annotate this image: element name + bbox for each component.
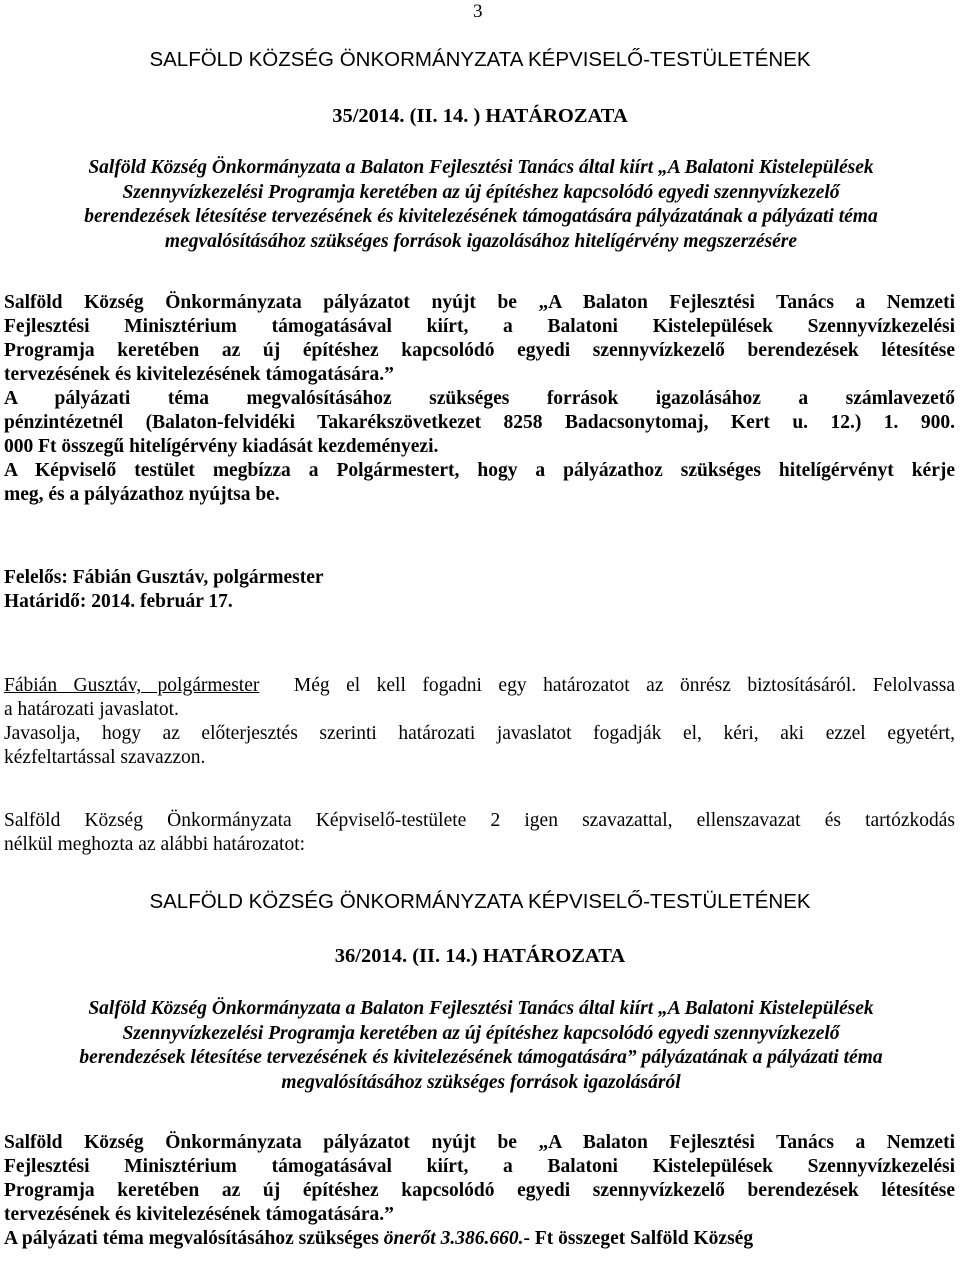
body-line: Fejlesztési Minisztérium támogatásával kiírt, a Balatoni Kistelepülések Szennyvízkezelési: [4, 316, 955, 337]
subject-line: berendezések létesítése tervezésének és kivitelezésének támogatására” pályázatának a pályázati téma: [79, 1047, 883, 1068]
subject-line: Szennyvízkezelési Programja keretében az új építéshez kapcsolódó egyedi szennyvízkezelő: [122, 1022, 840, 1044]
page-number: 3: [473, 1, 483, 22]
speaker-name: Fábián Gusztáv, polgármester: [4, 675, 260, 696]
resolution-subject-2: [9, 997, 953, 1095]
subject-line: Szennyvízkezelési Programja keretében az új építéshez kapcsolódó egyedi szennyvízkezelő: [122, 181, 840, 203]
deadline: Határidő: 2014. február 17.: [4, 591, 233, 612]
council-heading-1: SALFÖLD KÖZSÉG ÖNKORMÁNYZATA KÉPVISELŐ-TESTÜLETÉNEK: [149, 48, 811, 71]
subject-line: megvalósításához szükséges források igazolásához hitelígérvény megszerzésére: [164, 230, 798, 252]
body-line: A pályázati téma megvalósításához szükséges források igazolásához a számlavezető: [4, 388, 955, 409]
responsible: Felelős: Fábián Gusztáv, polgármester: [4, 567, 324, 588]
body-line: A Képviselő testület megbízza a Polgármestert, hogy a pályázathoz szükséges hitelígérvényt kérje: [4, 460, 955, 481]
resolution-body-1: [4, 291, 955, 507]
body-line: Programja keretében az új építéshez kapcsolódó egyedi szennyvízkezelő berendezések létesítése: [4, 340, 955, 361]
subject-line: megvalósításához szükséges források igazolásáról: [281, 1071, 681, 1093]
responsible-line: [4, 566, 955, 614]
body-line: tervezésének és kivitelezésének támogatására.”: [4, 1204, 394, 1225]
speech-line-1: [4, 674, 955, 698]
vote-result: [4, 809, 955, 857]
body-line: Salföld Község Önkormányzata pályázatot nyújt be „A Balaton Fejlesztési Tanács a Nemzeti: [4, 1132, 955, 1153]
resolution-number-2: 36/2014. (II. 14.) HATÁROZATA: [334, 945, 626, 967]
final-text-2: - Ft összeget Salföld Község: [523, 1228, 754, 1249]
speech-line: a határozati javaslatot.: [4, 699, 179, 720]
subject-line: Salföld Község Önkormányzata a Balaton Fejlesztési Tanács által kiírt „A Balatoni Kistelepülések: [88, 157, 874, 178]
body-line: Programja keretében az új építéshez kapcsolódó egyedi szennyvízkezelő berendezések létesítése: [4, 1180, 955, 1201]
body-line-final: [4, 1227, 955, 1251]
body-line: pénzintézetnél (Balaton-felvidéki Takarékszövetkezet 8258 Badacsonytomaj, Kert u. 12.) 1. 900.: [4, 412, 955, 433]
speech-line: Javasolja, hogy az előterjesztés szerinti határozati javaslatot fogadják el, kéri, aki ezzel egyetért,: [4, 723, 955, 744]
mayor-speech: [4, 674, 955, 770]
subject-line: Salföld Község Önkormányzata a Balaton Fejlesztési Tanács által kiírt „A Balatoni Kistelepülések: [88, 998, 874, 1019]
resolution-body-2: [4, 1131, 955, 1251]
vote-line: nélkül meghozta az alábbi határozatot:: [4, 834, 306, 855]
resolution-subject-1: [9, 156, 953, 254]
vote-line: Salföld Község Önkormányzata Képviselő-testülete 2 igen szavazattal, ellenszavazat és tartózkodás: [4, 810, 955, 831]
body-line: tervezésének és kivitelezésének támogatására.”: [4, 364, 394, 385]
body-line: meg, és a pályázathoz nyújtsa be.: [4, 484, 280, 505]
body-line: Fejlesztési Minisztérium támogatásával kiírt, a Balatoni Kistelepülések Szennyvízkezelési: [4, 1156, 955, 1177]
final-text-amount: önerőt 3.386.660.: [383, 1228, 524, 1249]
resolution-number-1: 35/2014. (II. 14. ) HATÁROZATA: [332, 105, 628, 127]
speech-line: kézfeltartással szavazzon.: [4, 747, 206, 768]
council-heading-2: SALFÖLD KÖZSÉG ÖNKORMÁNYZATA KÉPVISELŐ-TESTÜLETÉNEK: [149, 890, 811, 913]
speech-text: Még el kell fogadni egy határozatot az önrész biztosításáról. Felolvassa: [293, 675, 956, 696]
body-line: Salföld Község Önkormányzata pályázatot nyújt be „A Balaton Fejlesztési Tanács a Nemzeti: [4, 292, 955, 313]
subject-line: berendezések létesítése tervezésének és kivitelezésének támogatására pályázatának a pályázati téma: [84, 206, 878, 227]
body-line: 000 Ft összegű hitelígérvény kiadását kezdeményezi.: [4, 436, 439, 457]
final-text-1: A pályázati téma megvalósításához szükséges: [4, 1228, 384, 1249]
